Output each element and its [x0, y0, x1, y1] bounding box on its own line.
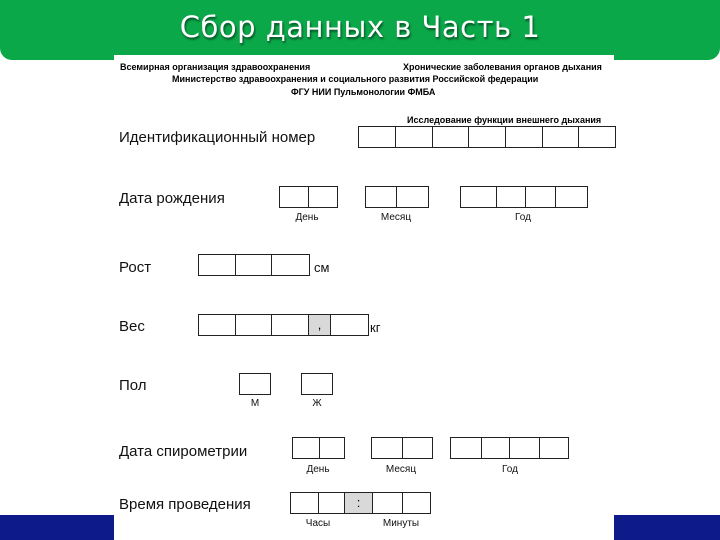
id-cell[interactable]: [469, 127, 506, 147]
org-who: Всемирная организация здравоохранения: [120, 62, 311, 72]
id-cell[interactable]: [506, 127, 543, 147]
bottom-bar-left: [0, 515, 114, 540]
spiro-day-cell[interactable]: [320, 438, 344, 458]
program-name: Хронические заболевания органов дыхания: [403, 62, 602, 72]
birth-year-caption: Год: [515, 212, 531, 223]
hours-cell[interactable]: [319, 493, 345, 513]
height-cell[interactable]: [272, 255, 309, 275]
weight-cell[interactable]: [199, 315, 236, 335]
id-cell[interactable]: [543, 127, 579, 147]
birth-day-caption: День: [295, 212, 319, 223]
sex-female-box[interactable]: [301, 373, 333, 395]
id-number-boxes[interactable]: [358, 126, 616, 148]
birth-year-cell[interactable]: [556, 187, 587, 207]
weight-label: Вес: [119, 318, 145, 335]
spiro-day-caption: День: [306, 464, 330, 475]
sex-female-caption: Ж: [312, 398, 322, 409]
spirometry-date-label: Дата спирометрии: [119, 443, 248, 460]
time-label: Время проведения: [119, 496, 251, 513]
weight-cell[interactable]: [331, 315, 368, 335]
birth-month-cell[interactable]: [366, 187, 397, 207]
ministry-name: Министерство здравоохранения и социального развития Российской федерации: [172, 74, 539, 84]
birth-day-cell[interactable]: [280, 187, 309, 207]
spiro-year-cell[interactable]: [510, 438, 540, 458]
spiro-year-boxes[interactable]: [450, 437, 569, 459]
birth-day-boxes[interactable]: [279, 186, 338, 208]
sex-label: Пол: [119, 377, 147, 394]
spiro-day-cell[interactable]: [293, 438, 320, 458]
minutes-cell[interactable]: [373, 493, 403, 513]
weight-cell[interactable]: [272, 315, 309, 335]
spiro-year-caption: Год: [502, 464, 518, 475]
id-cell[interactable]: [433, 127, 469, 147]
decimal-comma: ,: [309, 315, 331, 335]
spiro-year-cell[interactable]: [540, 438, 568, 458]
id-cell[interactable]: [579, 127, 615, 147]
birth-year-boxes[interactable]: [460, 186, 588, 208]
birth-day-cell[interactable]: [309, 187, 337, 207]
id-cell[interactable]: [396, 127, 433, 147]
spiro-month-boxes[interactable]: [371, 437, 433, 459]
time-colon: :: [345, 493, 373, 513]
institute-name: ФГУ НИИ Пульмонологии ФМБА: [291, 87, 436, 97]
id-cell[interactable]: [359, 127, 396, 147]
birth-year-cell[interactable]: [526, 187, 556, 207]
spiro-month-cell[interactable]: [372, 438, 403, 458]
sex-female-cell[interactable]: [302, 374, 332, 394]
weight-boxes[interactable]: [198, 314, 369, 336]
weight-unit: кг: [370, 320, 381, 335]
sex-male-cell[interactable]: [240, 374, 270, 394]
spiro-day-boxes[interactable]: [292, 437, 345, 459]
bottom-bar-right: [614, 515, 720, 540]
birth-month-caption: Месяц: [380, 212, 412, 223]
minutes-cell[interactable]: [403, 493, 430, 513]
weight-cell[interactable]: [236, 315, 272, 335]
birth-month-cell[interactable]: [397, 187, 428, 207]
spiro-year-cell[interactable]: [451, 438, 482, 458]
title-banner: [0, 0, 720, 60]
birth-month-boxes[interactable]: [365, 186, 429, 208]
hours-caption: Часы: [305, 518, 331, 529]
height-cell[interactable]: [199, 255, 236, 275]
slide-title: Сбор данных в Часть 1: [179, 10, 541, 44]
spiro-year-cell[interactable]: [482, 438, 510, 458]
hours-cell[interactable]: [291, 493, 319, 513]
birth-date-label: Дата рождения: [119, 190, 225, 207]
birth-year-cell[interactable]: [461, 187, 497, 207]
height-cell[interactable]: [236, 255, 272, 275]
data-collection-form: [114, 55, 614, 540]
height-label: Рост: [119, 259, 152, 276]
height-unit: см: [314, 260, 330, 275]
spiro-month-cell[interactable]: [403, 438, 432, 458]
birth-year-cell[interactable]: [497, 187, 526, 207]
height-boxes[interactable]: [198, 254, 310, 276]
spiro-month-caption: Месяц: [385, 464, 417, 475]
minutes-caption: Минуты: [382, 518, 420, 529]
study-name: Исследование функции внешнего дыхания: [407, 115, 602, 125]
id-number-label: Идентификационный номер: [119, 129, 316, 146]
sex-male-caption: М: [250, 398, 260, 409]
sex-male-box[interactable]: [239, 373, 271, 395]
time-boxes[interactable]: [290, 492, 431, 514]
